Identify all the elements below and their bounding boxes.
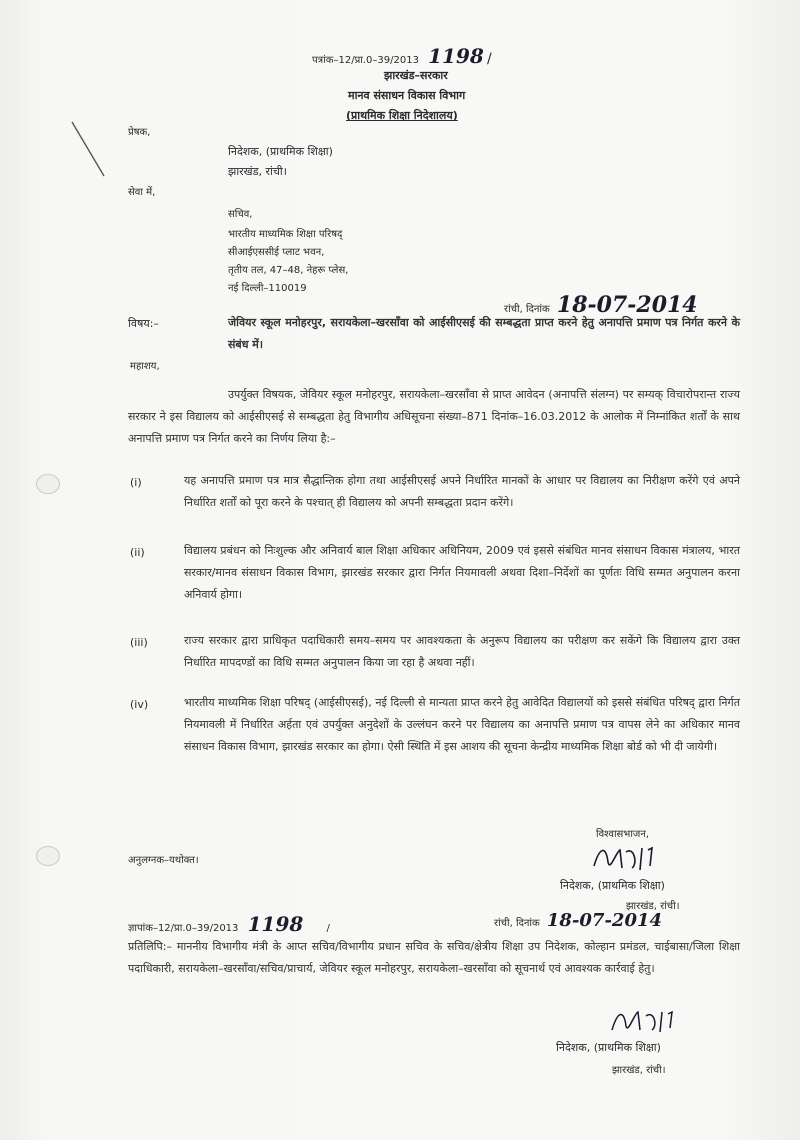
closing2-place: झारखंड, रांची। bbox=[612, 1065, 666, 1076]
condition-4-text: भारतीय माध्यमिक शिक्षा परिषद् (आईसीएसई), नई दिल्ली से मान्यता प्राप्त करने हेतु आवेदित विद्यालयों को इससे संबंधित परिषद् द्वारा निर्गत नियमावली में निर्धारित अर्हता एवं उपर्युक्त अनुदेशों के उल्लंघन करने पर विद्यालय का अनापत्ति प्रमाण पत्र वापस लेने का अधिकार मानव संसाधन विकास विभाग, झारखंड सरकार का होगा। ऐसी स्थिति में इस आशय की सूचना केन्द्रीय माध्यमिक शिक्षा बोर्ड को भी दी जायेगी। bbox=[184, 696, 740, 753]
memo-copy-text: प्रतिलिपि:– माननीय विभागीय मंत्री के आप्त सचिव/विभागीय प्रधान सचिव के सचिव/क्षेत्रीय शिक्षा उप निदेशक, कोल्हान प्रमंडल, चाईबासा/जिला शिक्षा पदाधिकारी, सरायकेला–खरसाँवा/सचिव/प्राचार्य, जेवियर स्कूल मनोहरपुर, सरायकेला–खरसाँवा को सूचनार्थ एवं आवश्यक कार्रवाई हेतु। bbox=[128, 940, 740, 975]
header-directorate: (प्राथमिक शिक्षा निदेशालय) bbox=[346, 109, 458, 122]
subject-text: जेवियर स्कूल मनोहरपुर, सरायकेला–खरसाँवा को आईसीएसई की सम्बद्धता प्राप्त करने हेतु अनापत्ति प्रमाण पत्र निर्गत करने के संबंध में। bbox=[228, 316, 740, 351]
closing-designation: निदेशक, (प्राथमिक शिक्षा) bbox=[560, 879, 665, 892]
memo-ref-number: 1198 bbox=[247, 912, 304, 936]
header-ref-line bbox=[312, 44, 492, 68]
date-handwritten: 18-07-2014 bbox=[556, 292, 698, 318]
condition-3-text: राज्य सरकार द्वारा प्राधिकृत पदाधिकारी समय–समय पर आवश्यकता के अनुरूप विद्यालय का परीक्षण कर सकेंगे कि विद्यालय द्वारा उक्त निर्धारित मापदण्डों का विधि सम्मत अनुपालन किया जा रहा है अथवा नहीं। bbox=[184, 634, 740, 669]
memo-ref-slash: / bbox=[326, 923, 330, 934]
memo-date-prefix: रांची, दिनांक bbox=[494, 918, 540, 929]
from-line2: झारखंड, रांची। bbox=[228, 165, 287, 178]
header-dept: मानव संसाधन विकास विभाग bbox=[348, 89, 466, 102]
to-line-5: नई दिल्ली–110019 bbox=[228, 283, 307, 294]
condition-1-number: (i) bbox=[130, 476, 142, 489]
memo-ref-prefix: ज्ञापांक–12/प्रा.0–39/2013 bbox=[128, 923, 239, 934]
punch-hole-bottom bbox=[36, 846, 60, 866]
condition-3-number: (iii) bbox=[130, 636, 148, 649]
header-ref-number: 1198 bbox=[428, 44, 484, 68]
header-ref-prefix: पत्रांक–12/प्रा.0–39/2013 bbox=[312, 55, 419, 66]
to-line-3: सीआईएससीई प्लाट भवन, bbox=[228, 247, 325, 258]
closing-place: झारखंड, रांची। bbox=[626, 901, 680, 912]
condition-4-number: (iv) bbox=[130, 698, 149, 711]
header-ref-slash: / bbox=[486, 51, 492, 67]
to-line-1: सचिव, bbox=[228, 209, 253, 220]
from-line1: निदेशक, (प्राथमिक शिक्षा) bbox=[228, 145, 333, 158]
salutation: महाशय, bbox=[130, 361, 160, 372]
condition-1-text: यह अनापत्ति प्रमाण पत्र मात्र सैद्धान्तिक होगा तथा आईसीएसई अपने निर्धारित मानकों के आधार पर विद्यालय का निरीक्षण करेंगे एवं अपने निर्धारित शर्तों को पूरा करने के पश्चात् ही विद्यालय को अपनी सम्बद्धता प्रदान करेंगे। bbox=[184, 474, 740, 509]
memo-ref-line bbox=[128, 912, 330, 936]
signature-mark-1 bbox=[590, 842, 680, 876]
header-govt: झारखंड–सरकार bbox=[384, 69, 448, 82]
punch-hole-top bbox=[36, 474, 60, 494]
closing2-designation: निदेशक, (प्राथमिक शिक्षा) bbox=[556, 1041, 661, 1054]
to-line-2: भारतीय माध्यमिक शिक्षा परिषद् bbox=[228, 229, 343, 240]
condition-2-text: विद्यालय प्रबंधन को निःशुल्क और अनिवार्य बाल शिक्षा अधिकार अधिनियम, 2009 एवं इससे संबंधित मानव संसाधन विकास मंत्रालय, भारत सरकार/मानव संसाधन विकास विभाग, झारखंड सरकार द्वारा निर्गत नियमावली अथवा दिशा–निर्देशों का पूर्णतः विधि सम्मत अनुपालन करना अनिवार्य होगा। bbox=[184, 544, 740, 601]
closing-yours: विश्वासभाजन, bbox=[596, 829, 650, 840]
to-line-4: तृतीय तल, 47–48, नेहरू प्लेस, bbox=[228, 265, 349, 276]
from-label: प्रेषक, bbox=[128, 127, 151, 138]
memo-date-handwritten: 18-07-2014 bbox=[546, 910, 663, 931]
memo-date-line bbox=[494, 910, 662, 931]
signature-mark-2 bbox=[606, 1004, 686, 1038]
enclosure-note: अनुलग्नक–यथोक्त। bbox=[128, 855, 199, 866]
date-prefix: रांची, दिनांक bbox=[504, 304, 550, 315]
body-intro-paragraph: उपर्युक्त विषयक, जेवियर स्कूल मनोहरपुर, सरायकेला–खरसाँवा से प्राप्त आवेदन (अनापत्ति संलग्न) पर सम्यक् विचारोपरान्त राज्य सरकार ने इस विद्यालय को आईसीएसई से सम्बद्धता हेतु विभागीय अधिसूचना संख्या–871 दिनांक–16.03.2012 के आलोक में निम्नांकित शर्तों के साथ अनापत्ति प्रमाण पत्र निर्गत करने का निर्णय लिया है:– bbox=[128, 388, 740, 445]
pen-stroke-mark bbox=[70, 120, 110, 180]
condition-2-number: (ii) bbox=[130, 546, 145, 559]
to-label: सेवा में, bbox=[128, 187, 156, 198]
subject-label: विषय:– bbox=[128, 317, 159, 330]
